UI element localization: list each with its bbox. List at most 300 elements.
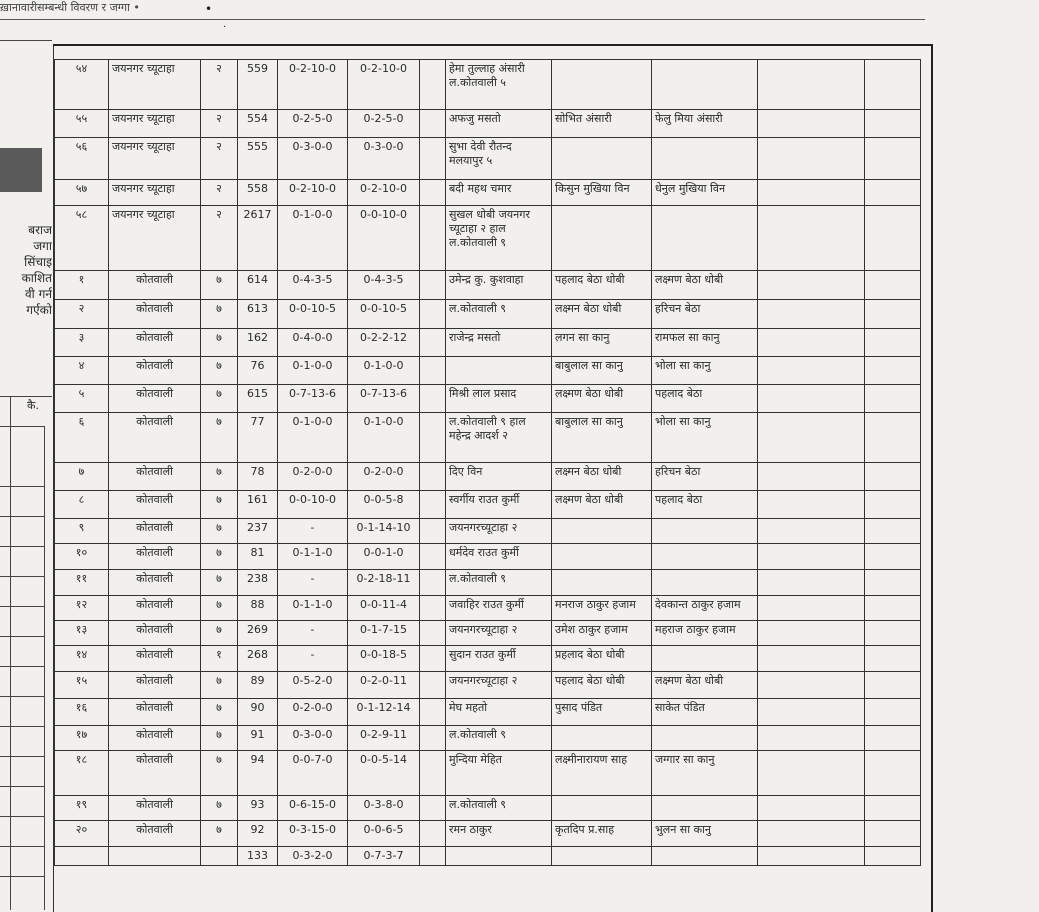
table-row	[55, 646, 921, 672]
place-cell: कोतवाली	[109, 672, 201, 699]
left-line: वी गर्न	[24, 287, 52, 301]
empty-cell	[758, 357, 865, 385]
top-dot: •	[205, 2, 213, 16]
area-cell: 0-0-11-4	[348, 596, 420, 621]
area-cell: 0-0-10-5	[278, 300, 348, 329]
empty-cell	[865, 796, 921, 821]
ward-cell: ७	[201, 570, 238, 596]
serial-cell: १०	[55, 544, 109, 570]
owner-cell: जवाहिर राउत कुर्मी	[446, 596, 552, 621]
kitta-cell: 77	[238, 413, 278, 463]
area-cell: 0-2-5-0	[278, 110, 348, 138]
owner-cell: जयनगरच्यूटाहा २	[446, 621, 552, 646]
area-cell: 0-2-10-0	[348, 180, 420, 206]
boundary-cell	[552, 726, 652, 751]
owner-cell: मिश्री लाल प्रसाद	[446, 385, 552, 413]
owner-cell: ल.कोतवाली ९	[446, 726, 552, 751]
owner-cell: हेमा तुल्लाह अंसारी ल.कोतवाली ५	[446, 60, 552, 110]
boundary-cell: साकेत पंडित	[652, 699, 758, 726]
empty-cell	[865, 570, 921, 596]
serial-cell: ११	[55, 570, 109, 596]
kitta-cell: 92	[238, 821, 278, 847]
area-cell: 0-2-2-12	[348, 329, 420, 357]
ward-cell: २	[201, 110, 238, 138]
gap-cell	[420, 796, 446, 821]
area-cell: -	[278, 570, 348, 596]
boundary-cell: सोभित अंसारी	[552, 110, 652, 138]
boundary-cell	[652, 726, 758, 751]
boundary-cell: प्रहलाद बेठा धोबी	[552, 646, 652, 672]
ward-cell: ७	[201, 596, 238, 621]
left-page-dark-block	[0, 148, 42, 192]
area-cell: 0-2-18-11	[348, 570, 420, 596]
boundary-cell	[552, 60, 652, 110]
empty-cell	[865, 180, 921, 206]
serial-cell: १४	[55, 646, 109, 672]
kitta-cell: 81	[238, 544, 278, 570]
place-cell: कोतवाली	[109, 646, 201, 672]
serial-cell: १२	[55, 596, 109, 621]
left-line: गर्एको	[26, 303, 52, 317]
serial-cell: ४	[55, 357, 109, 385]
gap-cell	[420, 60, 446, 110]
table-row	[55, 110, 921, 138]
owner-cell	[446, 847, 552, 866]
ward-cell: ७	[201, 463, 238, 491]
kitta-cell: 268	[238, 646, 278, 672]
owner-cell: रमन ठाकुर	[446, 821, 552, 847]
area-cell: 0-3-8-0	[348, 796, 420, 821]
ward-cell: ७	[201, 491, 238, 519]
area-cell: 0-1-0-0	[348, 357, 420, 385]
area-cell: 0-4-3-5	[348, 271, 420, 300]
gap-cell	[420, 180, 446, 206]
register-body	[55, 60, 921, 866]
boundary-cell	[552, 544, 652, 570]
empty-cell	[758, 847, 865, 866]
gap-cell	[420, 110, 446, 138]
boundary-cell: लक्ष्मण बेठा धोबी	[652, 672, 758, 699]
empty-cell	[865, 385, 921, 413]
serial-cell: ३	[55, 329, 109, 357]
ward-cell: ७	[201, 544, 238, 570]
area-cell: 0-4-0-0	[278, 329, 348, 357]
table-row	[55, 180, 921, 206]
place-cell: कोतवाली	[109, 329, 201, 357]
kitta-cell: 237	[238, 519, 278, 544]
ward-cell: ७	[201, 300, 238, 329]
kitta-cell: 2617	[238, 206, 278, 271]
area-cell: 0-0-18-5	[348, 646, 420, 672]
ward-cell: ७	[201, 751, 238, 796]
ward-cell: ७	[201, 271, 238, 300]
area-cell: 0-1-1-0	[278, 544, 348, 570]
serial-cell: १५	[55, 672, 109, 699]
place-cell: कोतवाली	[109, 544, 201, 570]
owner-cell: ल.कोतवाली ९	[446, 570, 552, 596]
boundary-cell: लक्ष्मण बेठा धोबी	[552, 385, 652, 413]
place-cell: जयनगर च्यूटाहा	[109, 110, 201, 138]
kitta-cell: 554	[238, 110, 278, 138]
area-cell: 0-1-14-10	[348, 519, 420, 544]
table-row	[55, 726, 921, 751]
boundary-cell	[552, 847, 652, 866]
boundary-cell	[552, 519, 652, 544]
gap-cell	[420, 271, 446, 300]
empty-cell	[758, 796, 865, 821]
kitta-cell: 555	[238, 138, 278, 180]
empty-cell	[758, 672, 865, 699]
boundary-cell: लक्ष्मण बेठा धोबी	[652, 271, 758, 300]
gap-cell	[420, 821, 446, 847]
empty-cell	[758, 180, 865, 206]
owner-cell: मेघ महतो	[446, 699, 552, 726]
gap-cell	[420, 206, 446, 271]
mid-dot: ·	[223, 22, 227, 33]
boundary-cell: मनराज ठाकुर हजाम	[552, 596, 652, 621]
kitta-cell: 93	[238, 796, 278, 821]
boundary-cell	[552, 570, 652, 596]
kitta-cell: 94	[238, 751, 278, 796]
area-cell: 0-2-9-11	[348, 726, 420, 751]
boundary-cell: धेनुल मुखिया विन	[652, 180, 758, 206]
table-row	[55, 672, 921, 699]
place-cell: कोतवाली	[109, 621, 201, 646]
table-row	[55, 271, 921, 300]
gap-cell	[420, 646, 446, 672]
ward-cell: ७	[201, 672, 238, 699]
empty-cell	[865, 699, 921, 726]
boundary-cell: लक्ष्मन बेठा धोबी	[552, 463, 652, 491]
boundary-cell	[652, 847, 758, 866]
empty-cell	[758, 385, 865, 413]
owner-cell: बदी महथ चमार	[446, 180, 552, 206]
area-cell: 0-1-0-0	[278, 357, 348, 385]
place-cell: कोतवाली	[109, 519, 201, 544]
top-heading-text: ख़ानावारीसम्बन्धी विवरण र जग्गा •	[0, 1, 140, 14]
kitta-cell: 91	[238, 726, 278, 751]
area-cell: 0-1-0-0	[278, 206, 348, 271]
empty-cell	[758, 206, 865, 271]
empty-cell	[865, 544, 921, 570]
place-cell	[109, 847, 201, 866]
table-row	[55, 621, 921, 646]
empty-cell	[865, 300, 921, 329]
empty-cell	[865, 491, 921, 519]
owner-cell: जयनगरच्यूटाहा २	[446, 519, 552, 544]
boundary-cell: पुसाद पंडित	[552, 699, 652, 726]
place-cell: कोतवाली	[109, 463, 201, 491]
area-cell: 0-0-5-14	[348, 751, 420, 796]
boundary-cell: पहलाद बेठा धोबी	[552, 271, 652, 300]
serial-cell: ५५	[55, 110, 109, 138]
kitta-cell: 615	[238, 385, 278, 413]
gap-cell	[420, 138, 446, 180]
boundary-cell: लक्ष्मण बेठा धोबी	[552, 491, 652, 519]
ward-cell: २	[201, 206, 238, 271]
empty-cell	[758, 699, 865, 726]
boundary-cell	[652, 646, 758, 672]
empty-cell	[865, 726, 921, 751]
place-cell: जयनगर च्यूटाहा	[109, 206, 201, 271]
gap-cell	[420, 544, 446, 570]
boundary-cell: कृतदिप प्र.साह	[552, 821, 652, 847]
empty-cell	[865, 110, 921, 138]
owner-cell: ल.कोतवाली ९	[446, 300, 552, 329]
boundary-cell	[652, 519, 758, 544]
table-row	[55, 596, 921, 621]
owner-cell: सुभा देवी रौतन्द मलयापुर ५	[446, 138, 552, 180]
empty-cell	[758, 726, 865, 751]
owner-cell: ल.कोतवाली ९ हाल महेन्द्र आदर्श २	[446, 413, 552, 463]
boundary-cell: बाबुलाल सा कानु	[552, 357, 652, 385]
serial-cell: ५७	[55, 180, 109, 206]
boundary-cell: फेलु मिया अंसारी	[652, 110, 758, 138]
boundary-cell: लगन सा कानु	[552, 329, 652, 357]
left-table-grid	[0, 426, 45, 910]
table-row	[55, 544, 921, 570]
boundary-cell: भोला सा कानु	[652, 357, 758, 385]
area-cell: 0-2-5-0	[348, 110, 420, 138]
gap-cell	[420, 463, 446, 491]
ward-cell: ७	[201, 821, 238, 847]
place-cell: कोतवाली	[109, 271, 201, 300]
area-cell: 0-1-12-14	[348, 699, 420, 726]
serial-cell: १७	[55, 726, 109, 751]
area-cell: 0-3-0-0	[278, 726, 348, 751]
empty-cell	[865, 646, 921, 672]
owner-cell: राजेन्द्र मसतो	[446, 329, 552, 357]
left-page-top-line	[0, 40, 52, 41]
empty-cell	[865, 357, 921, 385]
serial-cell: ५८	[55, 206, 109, 271]
serial-cell: २०	[55, 821, 109, 847]
owner-cell: दिए विन	[446, 463, 552, 491]
empty-cell	[758, 821, 865, 847]
empty-cell	[865, 519, 921, 544]
boundary-cell	[652, 796, 758, 821]
empty-cell	[758, 519, 865, 544]
serial-cell	[55, 847, 109, 866]
area-cell: 0-2-0-0	[278, 463, 348, 491]
area-cell: 0-0-7-0	[278, 751, 348, 796]
boundary-cell: महराज ठाकुर हजाम	[652, 621, 758, 646]
place-cell: कोतवाली	[109, 357, 201, 385]
left-header-col2: कै.	[27, 399, 39, 412]
area-cell: 0-7-13-6	[348, 385, 420, 413]
table-row	[55, 60, 921, 110]
table-row	[55, 491, 921, 519]
area-cell: 0-2-0-0	[348, 463, 420, 491]
empty-cell	[758, 570, 865, 596]
area-cell: 0-7-13-6	[278, 385, 348, 413]
table-row	[55, 751, 921, 796]
place-cell: कोतवाली	[109, 821, 201, 847]
empty-cell	[865, 751, 921, 796]
boundary-cell: पहलाद बेठा धोबी	[552, 672, 652, 699]
gap-cell	[420, 300, 446, 329]
area-cell: 0-0-10-0	[348, 206, 420, 271]
serial-cell: ५	[55, 385, 109, 413]
gap-cell	[420, 751, 446, 796]
area-cell: 0-3-0-0	[278, 138, 348, 180]
kitta-cell: 559	[238, 60, 278, 110]
serial-cell: ५६	[55, 138, 109, 180]
area-cell: 0-6-15-0	[278, 796, 348, 821]
ward-cell: २	[201, 138, 238, 180]
owner-cell: अफजु मसतो	[446, 110, 552, 138]
area-cell: 0-0-5-8	[348, 491, 420, 519]
gap-cell	[420, 385, 446, 413]
area-cell: 0-2-0-11	[348, 672, 420, 699]
table-row	[55, 329, 921, 357]
kitta-cell: 89	[238, 672, 278, 699]
kitta-cell: 88	[238, 596, 278, 621]
serial-cell: १६	[55, 699, 109, 726]
serial-cell: १९	[55, 796, 109, 821]
owner-cell: मुन्दिया मेहित	[446, 751, 552, 796]
gap-cell	[420, 413, 446, 463]
area-cell: 0-1-0-0	[278, 413, 348, 463]
empty-cell	[758, 491, 865, 519]
gap-cell	[420, 570, 446, 596]
empty-cell	[865, 847, 921, 866]
kitta-cell: 269	[238, 621, 278, 646]
boundary-cell: भोला सा कानु	[652, 413, 758, 463]
gap-cell	[420, 596, 446, 621]
gap-cell	[420, 329, 446, 357]
boundary-cell: रामफल सा कानु	[652, 329, 758, 357]
boundary-cell	[652, 570, 758, 596]
boundary-cell: लक्ष्मीनारायण साह	[552, 751, 652, 796]
boundary-cell: पहलाद बेठा	[652, 491, 758, 519]
empty-cell	[865, 621, 921, 646]
serial-cell: २	[55, 300, 109, 329]
empty-cell	[758, 596, 865, 621]
table-row	[55, 570, 921, 596]
empty-cell	[758, 329, 865, 357]
area-cell: 0-3-0-0	[348, 138, 420, 180]
ward-cell: २	[201, 60, 238, 110]
boundary-cell	[652, 138, 758, 180]
place-cell: कोतवाली	[109, 385, 201, 413]
serial-cell: ९	[55, 519, 109, 544]
serial-cell: ७	[55, 463, 109, 491]
kitta-cell: 133	[238, 847, 278, 866]
table-row	[55, 206, 921, 271]
place-cell: जयनगर च्यूटाहा	[109, 138, 201, 180]
ward-cell: ७	[201, 796, 238, 821]
area-cell: 0-0-10-0	[278, 491, 348, 519]
area-cell: 0-1-7-15	[348, 621, 420, 646]
kitta-cell: 238	[238, 570, 278, 596]
boundary-cell	[652, 544, 758, 570]
area-cell: 0-2-10-0	[348, 60, 420, 110]
empty-cell	[758, 463, 865, 491]
kitta-cell: 78	[238, 463, 278, 491]
gap-cell	[420, 672, 446, 699]
area-cell: 0-0-10-5	[348, 300, 420, 329]
empty-cell	[865, 821, 921, 847]
boundary-cell	[652, 60, 758, 110]
table-row	[55, 519, 921, 544]
empty-cell	[758, 300, 865, 329]
empty-cell	[865, 138, 921, 180]
empty-cell	[758, 751, 865, 796]
table-row	[55, 385, 921, 413]
left-line: बराज	[28, 223, 52, 237]
owner-cell: उमेन्द्र कु. कुशवाहा	[446, 271, 552, 300]
table-row	[55, 357, 921, 385]
boundary-cell: हरिचन बेठा	[652, 463, 758, 491]
place-cell: कोतवाली	[109, 570, 201, 596]
boundary-cell: पहलाद बेठा	[652, 385, 758, 413]
empty-cell	[865, 463, 921, 491]
boundary-cell: किसुन मुखिया विन	[552, 180, 652, 206]
serial-cell: ८	[55, 491, 109, 519]
serial-cell: १३	[55, 621, 109, 646]
boundary-cell	[552, 796, 652, 821]
owner-cell: ल.कोतवाली ९	[446, 796, 552, 821]
ward-cell: ७	[201, 329, 238, 357]
area-cell: 0-1-0-0	[348, 413, 420, 463]
place-cell: कोतवाली	[109, 699, 201, 726]
boundary-cell: लक्ष्मन बेठा धोबी	[552, 300, 652, 329]
serial-cell: ५४	[55, 60, 109, 110]
area-cell: 0-7-3-7	[348, 847, 420, 866]
kitta-cell: 614	[238, 271, 278, 300]
place-cell: कोतवाली	[109, 751, 201, 796]
left-table-top-line	[0, 396, 52, 397]
empty-cell	[865, 329, 921, 357]
area-cell: 0-5-2-0	[278, 672, 348, 699]
empty-cell	[865, 271, 921, 300]
boundary-cell: उमेश ठाकुर हजाम	[552, 621, 652, 646]
place-cell: कोतवाली	[109, 300, 201, 329]
gap-cell	[420, 699, 446, 726]
left-page-text	[0, 222, 52, 318]
kitta-cell: 558	[238, 180, 278, 206]
ward-cell: १	[201, 646, 238, 672]
area-cell: 0-3-15-0	[278, 821, 348, 847]
empty-cell	[865, 413, 921, 463]
table-row	[55, 300, 921, 329]
left-line: सिंचाइ	[24, 255, 52, 269]
boundary-cell	[552, 138, 652, 180]
empty-cell	[865, 206, 921, 271]
area-cell: 0-1-1-0	[278, 596, 348, 621]
empty-cell	[865, 60, 921, 110]
land-register-table	[54, 59, 921, 866]
owner-cell: स्वर्गीय राउत कुर्मी	[446, 491, 552, 519]
area-cell: 0-4-3-5	[278, 271, 348, 300]
table-row	[55, 821, 921, 847]
owner-cell: सुदान राउत कुर्मी	[446, 646, 552, 672]
area-cell: 0-0-6-5	[348, 821, 420, 847]
ward-cell	[201, 847, 238, 866]
ward-cell: ७	[201, 621, 238, 646]
ward-cell: ७	[201, 413, 238, 463]
empty-cell	[758, 271, 865, 300]
left-line: जगा	[33, 239, 52, 253]
ward-cell: ७	[201, 385, 238, 413]
gap-cell	[420, 621, 446, 646]
kitta-cell: 161	[238, 491, 278, 519]
area-cell: 0-0-1-0	[348, 544, 420, 570]
empty-cell	[758, 646, 865, 672]
area-cell: 0-3-2-0	[278, 847, 348, 866]
top-rule	[0, 19, 925, 20]
